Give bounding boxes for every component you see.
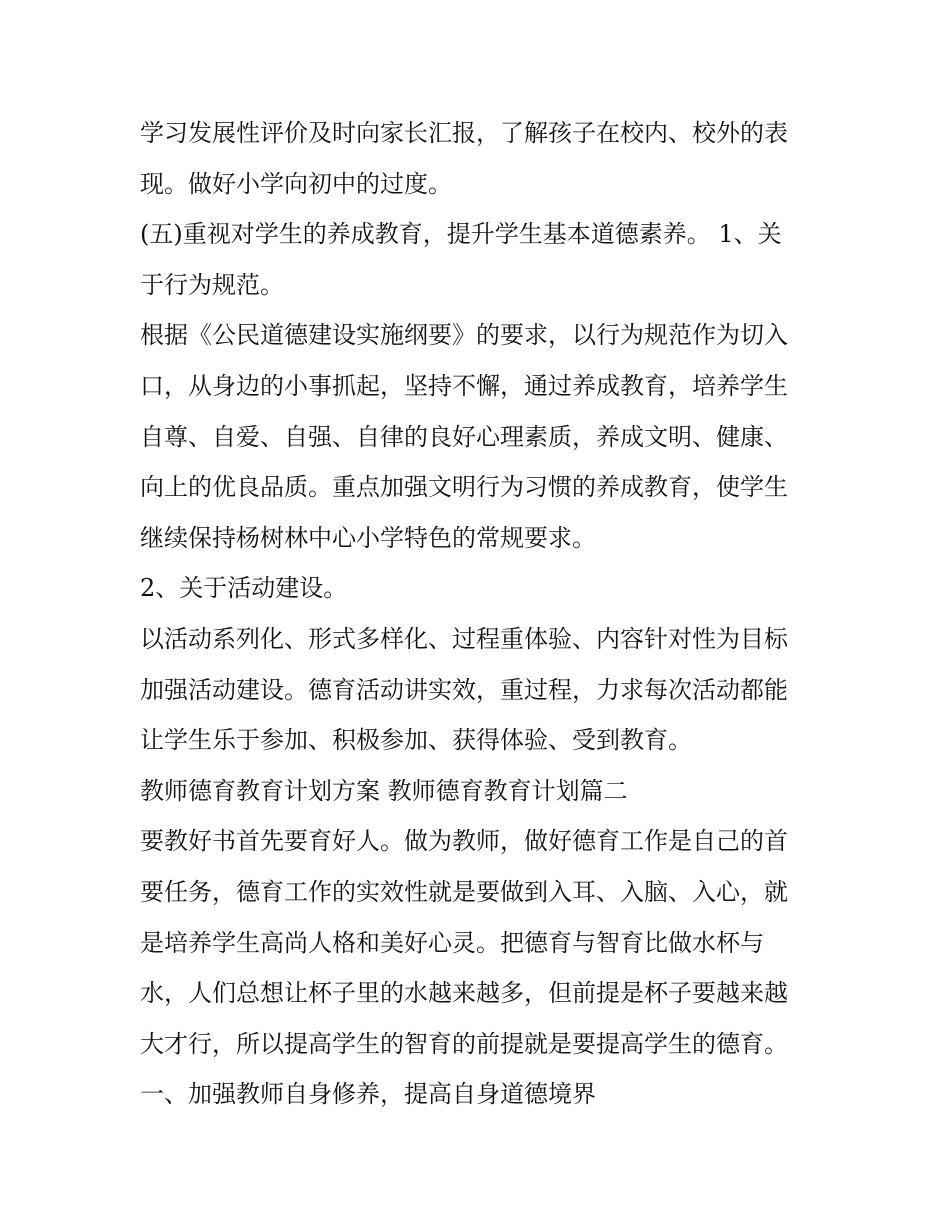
text-line: 现。做好小学向初中的过度。 bbox=[140, 169, 452, 198]
text-line: 口，从身边的小事抓起，坚持不懈，通过养成教育，培养学生 bbox=[140, 371, 788, 400]
text-line: 继续保持杨树林中心小学特色的常规要求。 bbox=[140, 523, 596, 552]
text-line: 要教好书首先要育好人。做为教师，做好德育工作是自己的首 bbox=[140, 827, 788, 856]
article-title-line: 教师德育教育计划方案 教师德育教育计划篇二 bbox=[140, 776, 628, 805]
text-line: 于行为规范。 bbox=[140, 270, 284, 299]
text-line: 加强活动建设。德育活动讲实效，重过程，力求每次活动都能 bbox=[140, 675, 788, 704]
text-line: 向上的优良品质。重点加强文明行为习惯的养成教育，使学生 bbox=[140, 473, 788, 502]
text-line: 自尊、自爱、自强、自律的良好心理素质，养成文明、健康、 bbox=[140, 422, 788, 451]
text-line: 大才行，所以提高学生的智育的前提就是要提高学生的德育。 bbox=[140, 1029, 788, 1058]
text-line: 根据《公民道德建设实施纲要》的要求，以行为规范作为切入 bbox=[140, 321, 788, 350]
text-line: 水，人们总想让杯子里的水越来越多，但前提是杯子要越来越 bbox=[140, 979, 788, 1008]
section-heading-line: 一、加强教师自身修养，提高自身道德境界 bbox=[140, 1080, 596, 1109]
text-line: 是培养学生高尚人格和美好心灵。把德育与智育比做水杯与 bbox=[140, 928, 764, 957]
document-body bbox=[140, 108, 830, 1120]
text-line: 学习发展性评价及时向家长汇报，了解孩子在校内、校外的表 bbox=[140, 119, 788, 147]
text-line: 让学生乐于参加、积极参加、获得体验、受到教育。 bbox=[140, 726, 692, 755]
section-heading-line: (五)重视对学生的养成教育，提升学生基本道德素养。 1、关 bbox=[140, 220, 782, 249]
text-line: 以活动系列化、形式多样化、过程重体验、内容针对性为目标 bbox=[140, 624, 788, 653]
text-line: 要任务，德育工作的实效性就是要做到入耳、入脑、入心，就 bbox=[140, 877, 788, 906]
subsection-heading-line: 2、关于活动建设。 bbox=[140, 574, 348, 603]
